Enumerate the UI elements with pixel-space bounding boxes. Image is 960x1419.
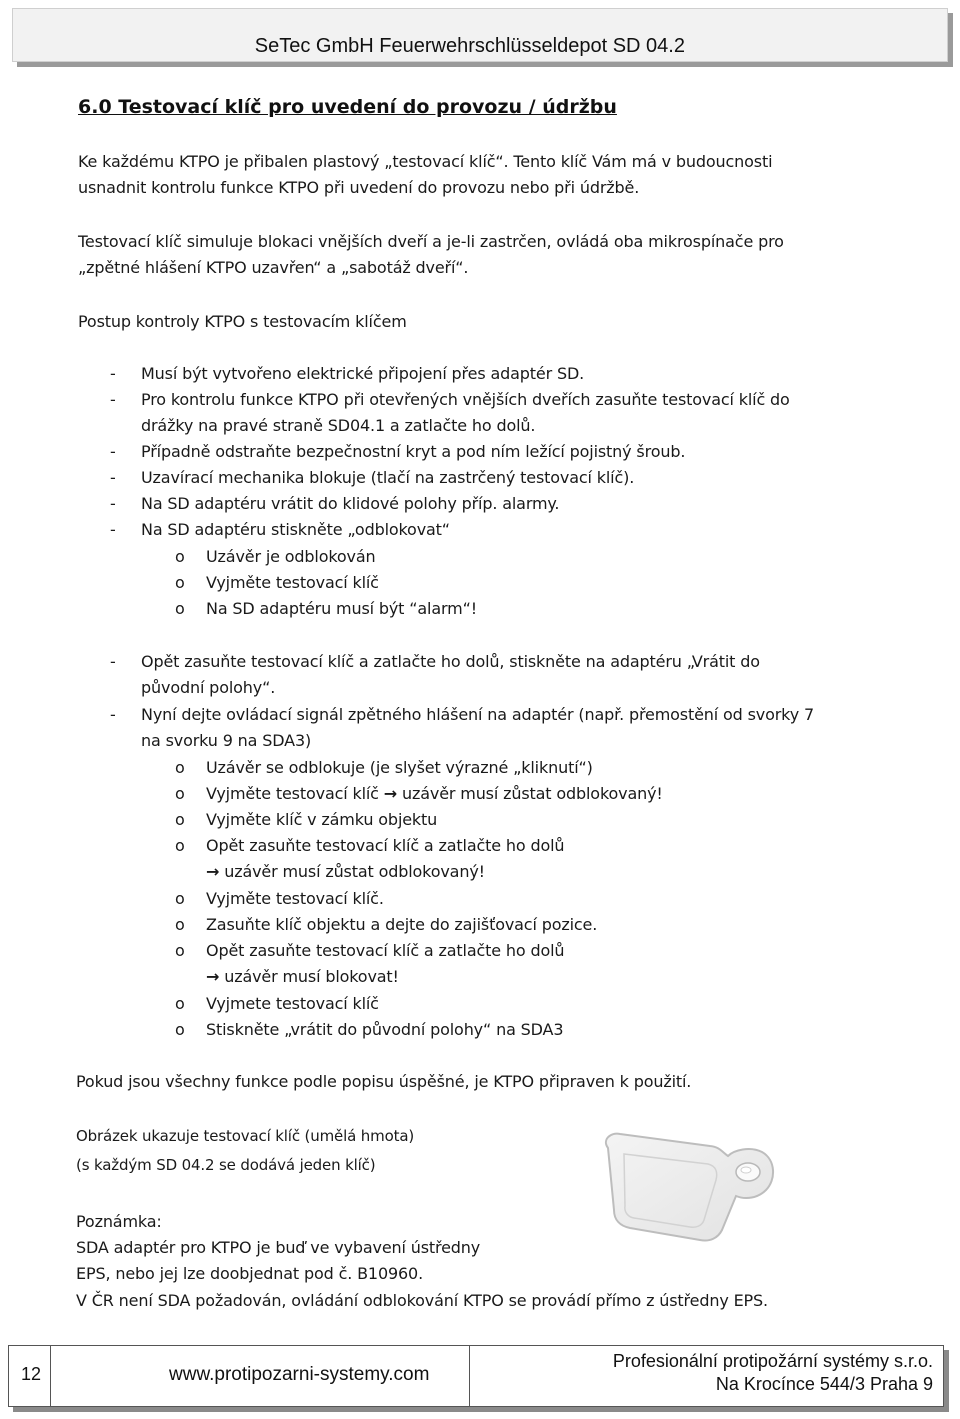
- list-dash: -: [110, 520, 116, 539]
- step-8g-result: [206, 967, 399, 987]
- list-dash: -: [110, 705, 116, 724]
- step-8c: Vyjměte klíč v zámku objektu: [206, 810, 438, 829]
- arrow-right-icon: →: [206, 862, 220, 881]
- footer-company-name: Profesionální protipožární systémy s.r.o.: [612, 1351, 933, 1371]
- intro-paragraph-1-line-1: Ke každému KTPO je přibalen plastový „testovací klíč“. Tento klíč Vám má v budoucnosti: [78, 152, 773, 171]
- step-1: Musí být vytvořeno elektrické připojení přes adaptér SD.: [141, 364, 585, 383]
- list-dash: -: [110, 364, 116, 383]
- step-4: Uzavírací mechanika blokuje (tlačí na zastrčený testovací klíč).: [141, 468, 635, 487]
- step-3: Případně odstraňte bezpečnostní kryt a pod ním ležící pojistný šroub.: [141, 442, 686, 461]
- step-6a: Uzávěr je odblokován: [206, 547, 376, 566]
- step-7-line-1: Opět zasuňte testovací klíč a zatlačte ho dolů, stiskněte na adaptéru „Vrátit do: [141, 652, 760, 671]
- list-bullet: o: [175, 573, 185, 592]
- list-dash: -: [110, 442, 116, 461]
- step-8b-text: Vyjměte testovací klíč: [206, 784, 379, 803]
- step-6c: Na SD adaptéru musí být “alarm“!: [206, 599, 477, 618]
- list-dash: -: [110, 468, 116, 487]
- test-key-image: [590, 1110, 790, 1260]
- list-bullet: o: [175, 889, 185, 908]
- step-8f: Zasuňte klíč objektu a dejte do zajišťovací pozice.: [206, 915, 598, 934]
- note-title: Poznámka:: [76, 1212, 162, 1231]
- step-2-line-2: drážky na pravé straně SD04.1 a zatlačte ho dolů.: [141, 416, 536, 435]
- step-8a: Uzávěr se odblokuje (je slyšet výrazné „kliknutí“): [206, 758, 593, 777]
- step-5: Na SD adaptéru vrátit do klidové polohy příp. alarmy.: [141, 494, 560, 513]
- step-8i: Stiskněte „vrátit do původní polohy“ na SDA3: [206, 1020, 564, 1039]
- note-line-1: SDA adaptér pro KTPO je buď ve vybavení ústředny: [76, 1238, 481, 1257]
- step-8d-result: [206, 862, 485, 882]
- list-bullet: o: [175, 915, 185, 934]
- intro-paragraph-2-line-2: „zpětné hlášení KTPO uzavřen“ a „sabotáž dveří“.: [78, 258, 469, 277]
- step-8g: Opět zasuňte testovací klíč a zatlačte ho dolů: [206, 941, 565, 960]
- conclusion-text: Pokud jsou všechny funkce podle popisu úspěšné, je KTPO připraven k použití.: [76, 1072, 692, 1091]
- list-bullet: o: [175, 1020, 185, 1039]
- list-dash: -: [110, 494, 116, 513]
- footer-website-link[interactable]: www.protipozarni-systemy.com: [169, 1364, 430, 1385]
- list-dash: -: [110, 390, 116, 409]
- step-8g-result-text: uzávěr musí blokovat!: [224, 967, 399, 986]
- list-bullet: o: [175, 758, 185, 777]
- step-8d-result-text: uzávěr musí zůstat odblokovaný!: [224, 862, 485, 881]
- list-bullet: o: [175, 836, 185, 855]
- page-footer: [8, 1345, 944, 1407]
- page-number: 12: [21, 1364, 42, 1384]
- list-bullet: o: [175, 599, 185, 618]
- step-8h: Vyjmete testovací klíč: [206, 994, 379, 1013]
- footer-company: [613, 1350, 933, 1396]
- intro-paragraph-1-line-2: usnadnit kontrolu funkce KTPO při uvedení do provozu nebo při údržbě.: [78, 178, 640, 197]
- list-bullet: o: [175, 941, 185, 960]
- step-8-line-2: na svorku 9 na SDA3): [141, 731, 312, 750]
- figure-caption-line-1: Obrázek ukazuje testovací klíč (umělá hmota): [76, 1127, 415, 1145]
- footer-company-address: Na Krocínce 544/3 Praha 9: [715, 1374, 933, 1394]
- step-8-line-1: Nyní dejte ovládací signál zpětného hlášení na adaptér (např. přemostění od svorky 7: [141, 705, 815, 724]
- page-number-box: [9, 1346, 51, 1406]
- step-2-line-1: Pro kontrolu funkce KTPO při otevřených vnějších dveřích zasuňte testovací klíč do: [141, 390, 790, 409]
- step-8b: [206, 784, 663, 804]
- step-8d: Opět zasuňte testovací klíč a zatlačte ho dolů: [206, 836, 565, 855]
- step-6: Na SD adaptéru stiskněte „odblokovat“: [141, 520, 450, 539]
- list-bullet: o: [175, 784, 185, 803]
- arrow-right-icon: →: [206, 967, 220, 986]
- section-heading: 6.0 Testovací klíč pro uvedení do provozu / údržbu: [78, 96, 617, 118]
- step-6b: Vyjměte testovací klíč: [206, 573, 379, 592]
- list-bullet: o: [175, 810, 185, 829]
- procedure-title: Postup kontroly KTPO s testovacím klíčem: [78, 312, 407, 331]
- step-8e: Vyjměte testovací klíč.: [206, 889, 384, 908]
- header-title: SeTec GmbH Feuerwehrschlüsseldepot SD 04.2: [254, 35, 685, 57]
- list-bullet: o: [175, 994, 185, 1013]
- intro-paragraph-2-line-1: Testovací klíč simuluje blokaci vnějších dveří a je-li zastrčen, ovládá oba mikrospínače pro: [78, 232, 784, 251]
- note-line-2: EPS, nebo jej lze doobjednat pod č. B10960.: [76, 1264, 424, 1283]
- list-bullet: o: [175, 547, 185, 566]
- list-dash: -: [110, 652, 116, 671]
- note-line-3: V ČR není SDA požadován, ovládání odblokování KTPO se provádí přímo z ústředny EPS.: [76, 1291, 768, 1310]
- step-8b-result: uzávěr musí zůstat odblokovaný!: [401, 784, 663, 803]
- step-7-line-2: původní polohy“.: [141, 678, 276, 697]
- footer-divider: [469, 1346, 470, 1406]
- arrow-right-icon: →: [383, 784, 398, 803]
- figure-caption-line-2: (s každým SD 04.2 se dodává jeden klíč): [76, 1156, 376, 1174]
- page-header: [12, 8, 948, 62]
